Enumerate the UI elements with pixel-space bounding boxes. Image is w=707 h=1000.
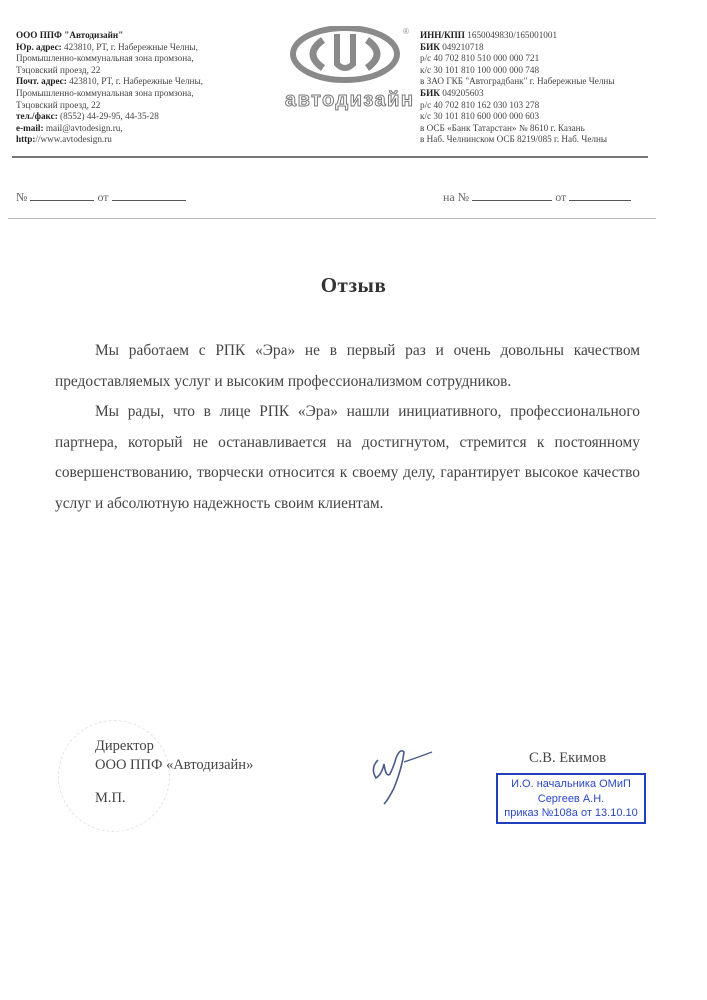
account-line: р/с 40 702 810 162 030 103 278: [420, 99, 540, 110]
logo-wordmark: автодизайн: [285, 89, 413, 111]
postal-address-line: Тэцовский проезд, 22: [16, 99, 101, 110]
paragraph: Мы работаем с РПК «Эра» не в первый раз и очень довольны качеством предоставляемых услуг и высоким профессионализмом сотрудников.: [55, 342, 640, 390]
signatory-block: [95, 737, 253, 775]
signer-name: С.В. Екимов: [529, 750, 607, 766]
account-line: к/с 30 101 810 100 000 000 748: [420, 64, 540, 75]
bik: 049210718: [442, 41, 484, 52]
reply-number-field[interactable]: [472, 190, 552, 201]
legal-address-line: Промышленно-коммунальная зона промзона,: [16, 53, 194, 64]
postal-address-line: 423810, РТ, г. Набережные Челны,: [69, 76, 203, 87]
email-link[interactable]: mail@avtodesign.ru,: [45, 122, 123, 133]
phone: (8552) 44-29-95, 44-35-28: [60, 111, 159, 122]
outgoing-reference: № от: [16, 190, 186, 205]
date-field[interactable]: [112, 190, 186, 201]
avtodesign-oval-logo-icon: [283, 26, 415, 116]
reference-divider: [8, 218, 656, 219]
account-line: к/с 30 101 810 600 000 000 603: [420, 111, 540, 122]
letter-body: [55, 336, 640, 519]
inn: 1650049830/165001001: [467, 30, 558, 40]
legal-address-line: Тэцовский проезд, 22: [16, 64, 101, 75]
bank-line: в ОСБ «Банк Татарстан» № 8610 г. Казань: [420, 122, 585, 133]
postal-address-line: Промышленно-коммунальная зона промзона,: [16, 87, 194, 98]
stamp-line: Сергеев А.Н.: [537, 792, 605, 805]
header-divider: [12, 156, 648, 158]
signatory-company: ООО ППФ «Автодизайн»: [95, 757, 254, 773]
handwritten-signature-icon: [360, 738, 440, 808]
avtodesign-logo: [283, 26, 415, 116]
bank-line: в ЗАО ГКБ "Автоградбанк" г. Набережные Челны: [420, 76, 615, 87]
bik: 049205603: [442, 87, 484, 98]
legal-address-line: 423810, РТ, г. Набережные Челны,: [64, 41, 198, 52]
bank-line: в Наб. Челнинском ОСБ 8219/085 г. Наб. Челны: [420, 134, 608, 145]
number-field[interactable]: [30, 190, 94, 201]
registered-mark: ®: [403, 27, 409, 36]
reply-date-field[interactable]: [569, 190, 631, 201]
letterhead-left: ООО ППФ "Автодизайн" Юр. адрес: 423810, РТ, г. Набережные Челны, Промышленно-коммунальная зона промзона, Тэцовский проезд, 22 Почт. адрес: 423810, РТ, г. Набережные Челны, Промышленно-коммунальная зона промзона, Тэцовский проезд, 22 тел./факс: (8552) 44-29-95, 44-35-28 e-mail: mail@avtodesign.ru, http://www.avtodesign.ru: [16, 30, 203, 145]
stamp-line: И.О. начальника ОМиП: [511, 778, 631, 790]
signatory-position: Директор: [95, 738, 154, 754]
document-title: Отзыв: [320, 273, 387, 297]
stamp-line: приказ №108а от 13.10.10: [504, 807, 638, 819]
paragraph: Мы рады, что в лице РПК «Эра» нашли инициативного, профессионального партнера, который не останавливается на достигнутом, стремится к постоянному совершенствованию, творчески относится к своему делу, гарантирует высокое качество услуг и абсолютную надежность своим клиентам.: [55, 403, 640, 512]
incoming-reference: на № от: [443, 190, 631, 205]
company-name: ООО ППФ "Автодизайн": [16, 30, 124, 40]
seal-label: М.П.: [95, 790, 126, 806]
account-line: р/с 40 702 810 510 000 000 721: [420, 53, 540, 64]
certification-stamp: [496, 773, 646, 824]
website-link[interactable]: //www.avtodesign.ru: [35, 134, 112, 145]
letterhead-right: ИНН/КПП 1650049830/165001001 БИК 049210718 р/с 40 702 810 510 000 000 721 к/с 30 101 810 100 000 000 748 в ЗАО ГКБ "Автоградбанк" г. Набережные Челны БИК 049205603 р/с 40 702 810 162 030 103 278 к/с 30 101 810 600 000 000 603 в ОСБ «Банк Татарстан» № 8610 г. Казань в Наб. Челнинском ОСБ 8219/085 г. Наб. Челны: [420, 30, 615, 145]
